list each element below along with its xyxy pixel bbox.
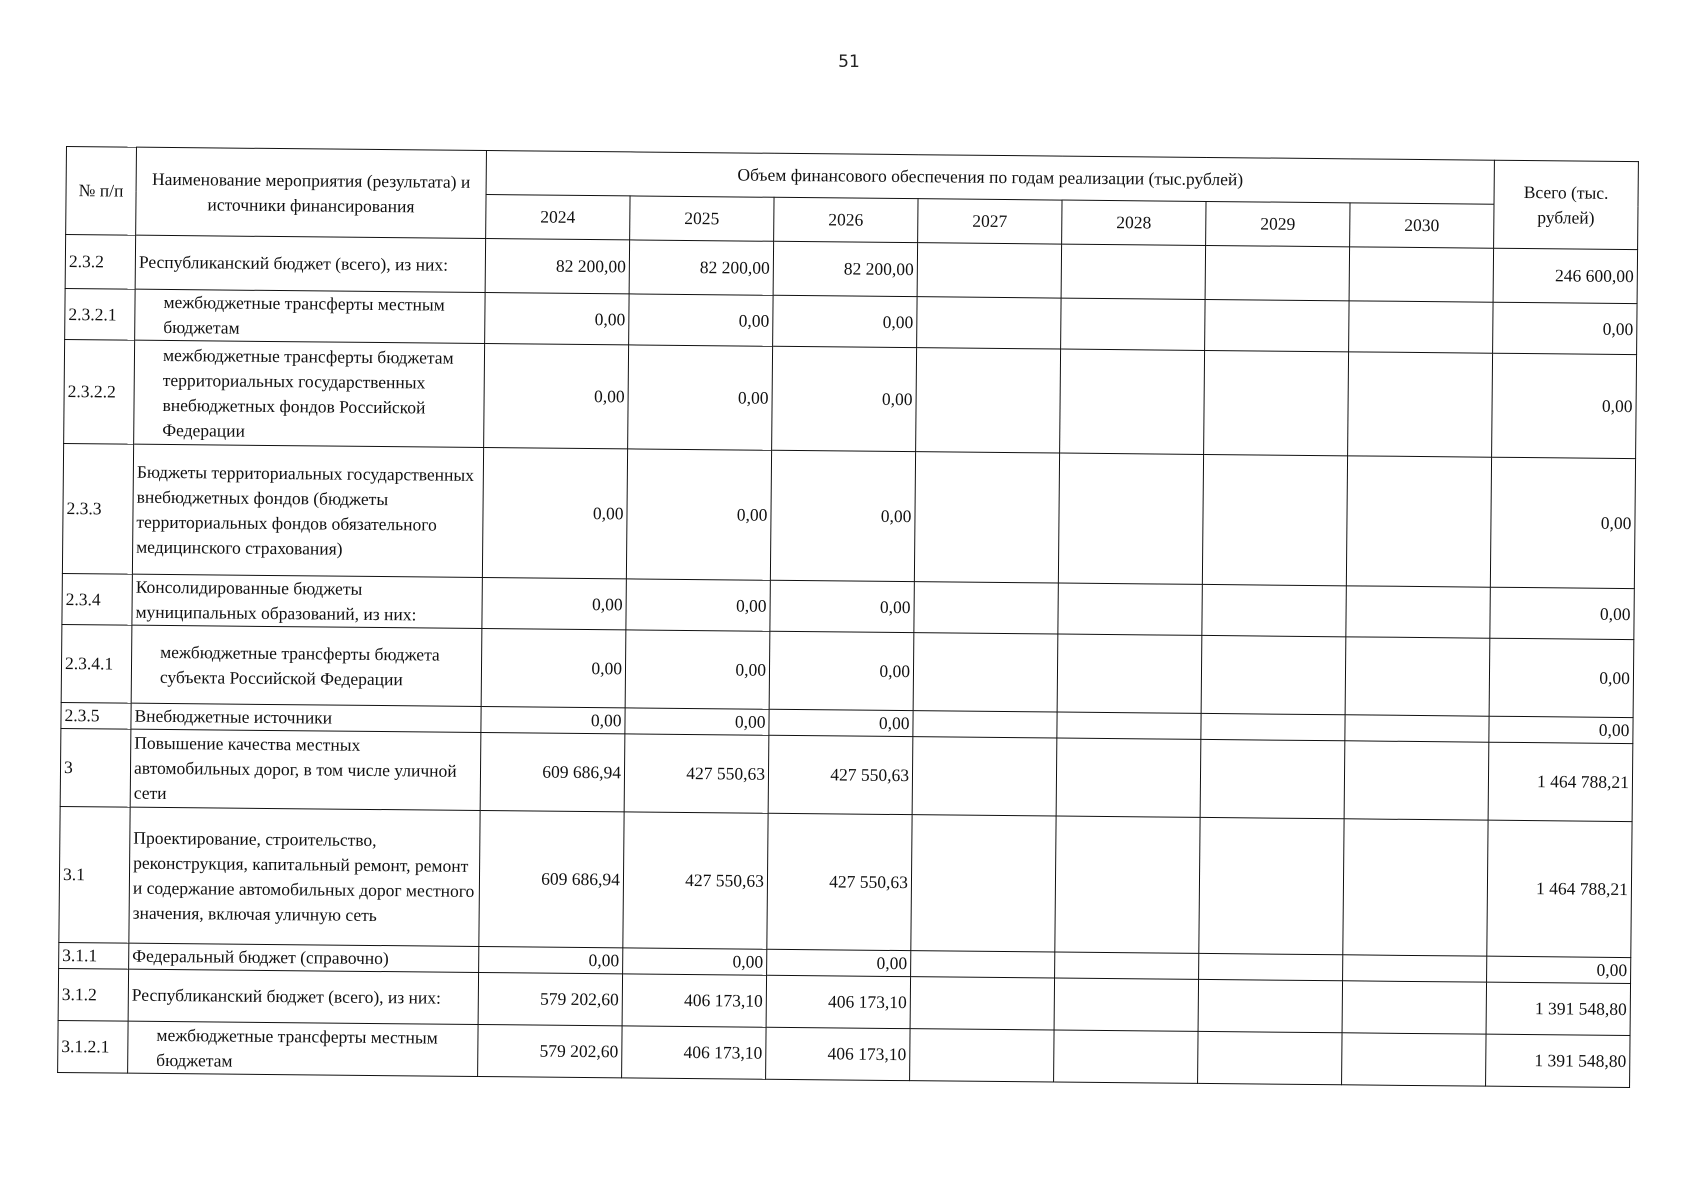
cell-value-2026: 406 173,10 <box>766 975 910 1028</box>
cell-value-2027 <box>914 582 1058 634</box>
table-row <box>60 728 1633 821</box>
cell-value-2026: 0,00 <box>770 450 915 581</box>
row-number: 2.3.3 <box>62 443 133 574</box>
row-name: Внебюджетные источники <box>131 703 481 732</box>
row-total: 0,00 <box>1490 587 1634 639</box>
header-year: 2024 <box>486 195 630 240</box>
cell-value-2030 <box>1345 637 1490 716</box>
row-number: 2.3.4.1 <box>61 624 132 703</box>
cell-value-2030 <box>1349 301 1493 353</box>
cell-value-2029 <box>1199 817 1344 954</box>
cell-value-2026: 427 550,63 <box>768 735 913 814</box>
cell-value-2027 <box>914 452 1059 583</box>
cell-value-2027 <box>912 737 1057 816</box>
cell-value-2024: 0,00 <box>485 293 629 345</box>
cell-value-2029 <box>1202 584 1346 636</box>
cell-value-2029 <box>1205 299 1349 351</box>
cell-value-2029 <box>1202 454 1347 585</box>
row-number: 3.1 <box>59 806 130 943</box>
cell-value-2027 <box>913 711 1057 738</box>
row-name: Федеральный бюджет (справочно) <box>129 943 479 972</box>
header-total: Всего (тыс. рублей) <box>1494 160 1639 249</box>
cell-value-2025: 406 173,10 <box>622 1026 766 1079</box>
row-name: Бюджеты территориальных государственных внебюджетных фондов (бюджеты территориальных фондов обязательного медицинского страхования) <box>132 444 483 577</box>
cell-value-2025: 0,00 <box>626 449 771 580</box>
cell-value-2028 <box>1054 978 1198 1031</box>
cell-value-2030 <box>1346 456 1491 587</box>
row-name: Повышение качества местных автомобильных дорог, в том числе уличной сети <box>130 729 481 810</box>
row-total: 1 391 548,80 <box>1486 1034 1630 1087</box>
cell-value-2029 <box>1198 1031 1342 1084</box>
cell-value-2025: 0,00 <box>625 708 769 735</box>
cell-value-2027 <box>917 297 1061 349</box>
cell-value-2024: 0,00 <box>479 946 623 973</box>
row-number: 2.3.2 <box>65 235 136 290</box>
cell-value-2030 <box>1343 955 1487 982</box>
cell-value-2030 <box>1348 352 1493 457</box>
table-row <box>64 339 1637 458</box>
cell-value-2029 <box>1201 713 1345 740</box>
row-number: 2.3.5 <box>61 702 131 729</box>
header-num: № п/п <box>66 147 137 236</box>
cell-value-2028 <box>1061 298 1205 350</box>
row-name: межбюджетные трансферты местным бюджетам <box>135 289 485 343</box>
cell-value-2029 <box>1205 245 1350 300</box>
cell-value-2025: 0,00 <box>628 345 773 450</box>
cell-value-2028 <box>1057 634 1202 713</box>
cell-value-2027 <box>911 815 1056 952</box>
header-year: 2029 <box>1206 201 1350 246</box>
cell-value-2024: 609 686,94 <box>479 811 624 948</box>
header-volume: Объем финансового обеспечения по годам реализации (тыс.рублей) <box>486 151 1494 205</box>
cell-value-2030 <box>1342 981 1486 1034</box>
header-name: Наименование мероприятия (результата) и источники финансирования <box>136 147 487 238</box>
cell-value-2026: 0,00 <box>772 346 917 451</box>
row-total: 0,00 <box>1489 716 1633 743</box>
cell-value-2024: 579 202,60 <box>478 1024 622 1077</box>
cell-value-2024: 0,00 <box>481 629 626 708</box>
row-total: 0,00 <box>1493 302 1637 354</box>
cell-value-2026: 0,00 <box>770 580 914 632</box>
cell-value-2024: 0,00 <box>482 448 627 579</box>
cell-value-2025: 406 173,10 <box>622 974 766 1027</box>
cell-value-2030 <box>1346 586 1490 638</box>
cell-value-2027 <box>910 977 1054 1030</box>
cell-value-2028 <box>1058 583 1202 635</box>
cell-value-2027 <box>910 1029 1054 1082</box>
cell-value-2024: 0,00 <box>481 707 625 734</box>
cell-value-2027 <box>913 633 1058 712</box>
cell-value-2028 <box>1058 453 1203 584</box>
cell-value-2030 <box>1344 741 1489 820</box>
cell-value-2025: 82 200,00 <box>629 240 774 295</box>
cell-value-2025: 0,00 <box>625 630 770 709</box>
cell-value-2026: 0,00 <box>769 631 914 710</box>
row-total: 0,00 <box>1492 353 1637 458</box>
row-number: 3.1.2 <box>58 968 128 1021</box>
cell-value-2030 <box>1345 715 1489 742</box>
cell-value-2029 <box>1198 979 1342 1032</box>
cell-value-2030 <box>1342 1033 1486 1086</box>
header-year: 2025 <box>630 196 774 241</box>
row-total: 1 464 788,21 <box>1488 742 1633 821</box>
row-name: Проектирование, строительство, реконструкция, капитальный ремонт, ремонт и содержание автомобильных дорог местного значения, включая уличную сеть <box>129 807 480 946</box>
cell-value-2026: 82 200,00 <box>773 241 918 296</box>
cell-value-2029 <box>1201 635 1346 714</box>
cell-value-2027 <box>916 348 1061 453</box>
row-total: 0,00 <box>1487 956 1631 983</box>
cell-value-2028 <box>1055 816 1200 953</box>
cell-value-2025: 427 550,63 <box>623 812 768 949</box>
cell-value-2025: 427 550,63 <box>624 734 769 813</box>
cell-value-2030 <box>1349 247 1494 302</box>
cell-value-2024: 609 686,94 <box>480 733 625 812</box>
table-row <box>61 624 1634 717</box>
cell-value-2024: 0,00 <box>484 344 629 449</box>
header-year: 2030 <box>1350 203 1494 248</box>
cell-value-2027 <box>917 243 1062 298</box>
row-total: 0,00 <box>1489 638 1634 717</box>
table-body <box>58 235 1638 1088</box>
cell-value-2025: 0,00 <box>623 948 767 975</box>
table-row <box>59 806 1632 957</box>
row-name: Республиканский бюджет (всего), из них: <box>135 235 486 292</box>
cell-value-2025: 0,00 <box>626 579 770 631</box>
row-number: 2.3.2.1 <box>65 288 135 340</box>
cell-value-2026: 0,00 <box>767 949 911 976</box>
row-name: Республиканский бюджет (всего), из них: <box>128 969 478 1024</box>
row-number: 3 <box>60 728 131 807</box>
header-year: 2028 <box>1062 200 1206 245</box>
cell-value-2024: 82 200,00 <box>485 239 630 294</box>
cell-value-2024: 579 202,60 <box>478 972 622 1025</box>
cell-value-2028 <box>1057 712 1201 739</box>
row-total: 0,00 <box>1490 457 1635 588</box>
row-name: межбюджетные трансферты местным бюджетам <box>128 1021 478 1076</box>
row-number: 2.3.4 <box>62 573 132 625</box>
cell-value-2029 <box>1200 739 1345 818</box>
cell-value-2029 <box>1204 350 1349 455</box>
cell-value-2024: 0,00 <box>482 578 626 630</box>
row-total: 1 464 788,21 <box>1487 820 1632 957</box>
cell-value-2030 <box>1343 819 1488 956</box>
header-year: 2027 <box>918 199 1062 244</box>
row-name: межбюджетные трансферты бюджета субъекта Российской Федерации <box>131 625 482 706</box>
row-name: межбюджетные трансферты бюджетам территориальных государственных внебюджетных фондов Российской Федерации <box>134 340 485 447</box>
cell-value-2028 <box>1054 1030 1198 1083</box>
cell-value-2025: 0,00 <box>629 294 773 346</box>
financing-table <box>57 146 1639 1088</box>
cell-value-2026: 0,00 <box>773 295 917 347</box>
cell-value-2029 <box>1199 953 1343 980</box>
row-number: 2.3.2.2 <box>64 339 135 444</box>
cell-value-2026: 0,00 <box>769 709 913 736</box>
cell-value-2028 <box>1055 952 1199 979</box>
cell-value-2026: 427 550,63 <box>767 813 912 950</box>
cell-value-2026: 406 173,10 <box>766 1027 910 1080</box>
row-number: 3.1.1 <box>59 942 129 969</box>
cell-value-2028 <box>1056 738 1201 817</box>
cell-value-2027 <box>911 951 1055 978</box>
row-total: 1 391 548,80 <box>1486 982 1630 1035</box>
row-total: 246 600,00 <box>1493 248 1638 303</box>
row-number: 3.1.2.1 <box>58 1020 128 1073</box>
table-row <box>62 443 1635 588</box>
row-name: Консолидированные бюджеты муниципальных образований, из них: <box>132 574 482 628</box>
page-number: 51 <box>838 52 860 72</box>
cell-value-2028 <box>1060 349 1205 454</box>
header-year: 2026 <box>774 197 918 242</box>
cell-value-2028 <box>1061 244 1206 299</box>
